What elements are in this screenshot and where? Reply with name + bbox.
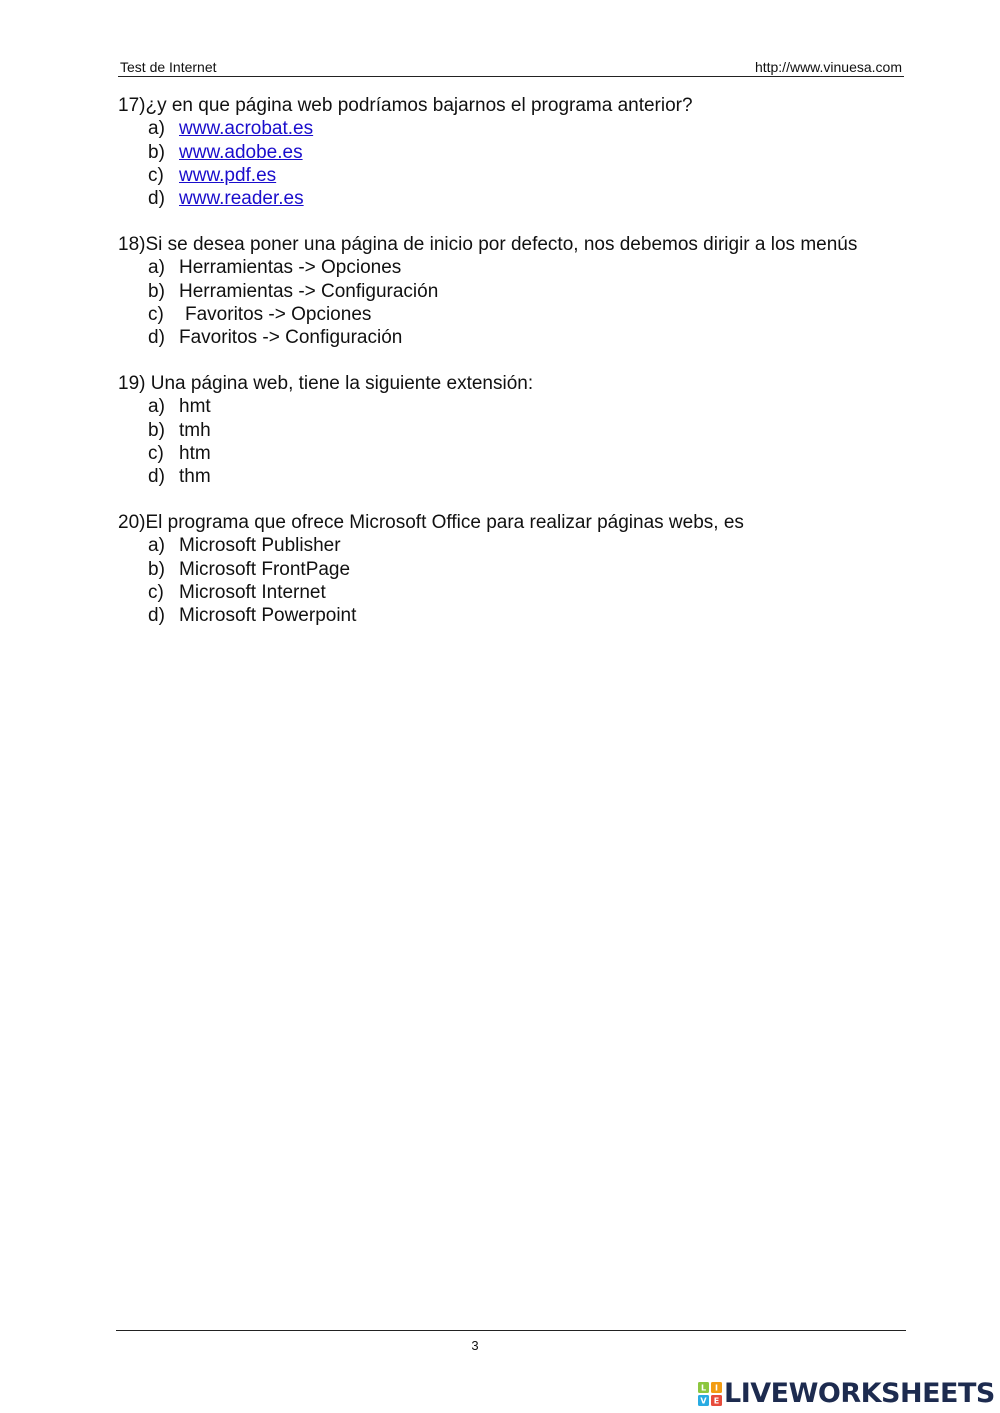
- option-a: [118, 534, 744, 557]
- option-letter: a): [148, 257, 165, 279]
- option-letter: c): [148, 581, 164, 603]
- option-letter: b): [148, 558, 165, 580]
- option-a: [118, 395, 533, 418]
- option-text: Microsoft Internet: [179, 581, 326, 603]
- option-letter: b): [148, 280, 165, 302]
- option-a: [118, 117, 693, 140]
- question-20: [118, 511, 744, 627]
- question-19: [118, 372, 533, 488]
- question-18: [118, 233, 857, 349]
- option-link[interactable]: www.pdf.es: [179, 164, 277, 186]
- option-c: [118, 164, 693, 187]
- footer-divider: [116, 1330, 906, 1331]
- option-d: [118, 465, 533, 488]
- option-letter: a): [148, 118, 165, 140]
- option-link[interactable]: www.acrobat.es: [179, 118, 314, 140]
- question-text: 20)El programa que ofrece Microsoft Office para realizar páginas webs, es: [118, 512, 744, 533]
- option-a: [118, 256, 857, 279]
- option-letter: d): [148, 327, 165, 349]
- option-b: [118, 280, 857, 303]
- option-letter: d): [148, 188, 165, 210]
- question-text: 19) Una página web, tiene la siguiente extensión:: [118, 373, 534, 394]
- option-letter: a): [148, 396, 165, 418]
- option-text: tmh: [179, 419, 211, 441]
- option-letter: d): [148, 466, 165, 488]
- svg-text:L: L: [700, 1383, 707, 1393]
- liveworksheets-icon: [698, 1382, 722, 1406]
- option-text: Microsoft FrontPage: [179, 558, 351, 580]
- option-letter: b): [148, 419, 165, 441]
- option-b: [118, 141, 693, 164]
- option-d: [118, 187, 693, 210]
- option-link[interactable]: www.reader.es: [179, 188, 304, 210]
- option-b: [118, 558, 744, 581]
- option-letter: c): [148, 442, 164, 464]
- option-d: [118, 604, 744, 627]
- liveworksheets-brand: LIVEWORKSHEETS: [724, 1378, 995, 1409]
- option-letter: c): [148, 164, 164, 186]
- option-text: Favoritos -> Opciones: [185, 303, 372, 325]
- header-url: http://www.vinuesa.com: [754, 59, 902, 75]
- option-letter: a): [148, 535, 165, 557]
- option-c: [118, 442, 533, 465]
- option-letter: d): [148, 605, 165, 627]
- option-c: [118, 581, 744, 604]
- option-text: Microsoft Publisher: [179, 535, 341, 557]
- option-text: Microsoft Powerpoint: [179, 605, 357, 627]
- question-text: 17)¿y en que página web podríamos bajarnos el programa anterior?: [118, 95, 693, 116]
- page-number: 3: [471, 1338, 479, 1353]
- option-letter: c): [148, 303, 164, 325]
- option-link[interactable]: www.adobe.es: [179, 141, 303, 163]
- option-text: Herramientas -> Configuración: [179, 280, 439, 302]
- svg-text:E: E: [713, 1396, 720, 1406]
- question-17: [118, 94, 693, 210]
- option-c: [118, 303, 857, 326]
- option-text: Favoritos -> Configuración: [179, 327, 403, 349]
- option-text: htm: [179, 442, 211, 464]
- option-b: [118, 419, 533, 442]
- option-text: hmt: [179, 396, 211, 418]
- page-header: [118, 58, 904, 77]
- option-letter: b): [148, 141, 165, 163]
- option-d: [118, 326, 857, 349]
- option-text: thm: [179, 466, 211, 488]
- svg-text:V: V: [700, 1396, 707, 1406]
- header-title: Test de Internet: [120, 59, 217, 75]
- question-text: 18)Si se desea poner una página de inicio por defecto, nos debemos dirigir a los menús: [118, 234, 858, 255]
- svg-text:I: I: [715, 1383, 718, 1393]
- option-text: Herramientas -> Opciones: [179, 257, 402, 279]
